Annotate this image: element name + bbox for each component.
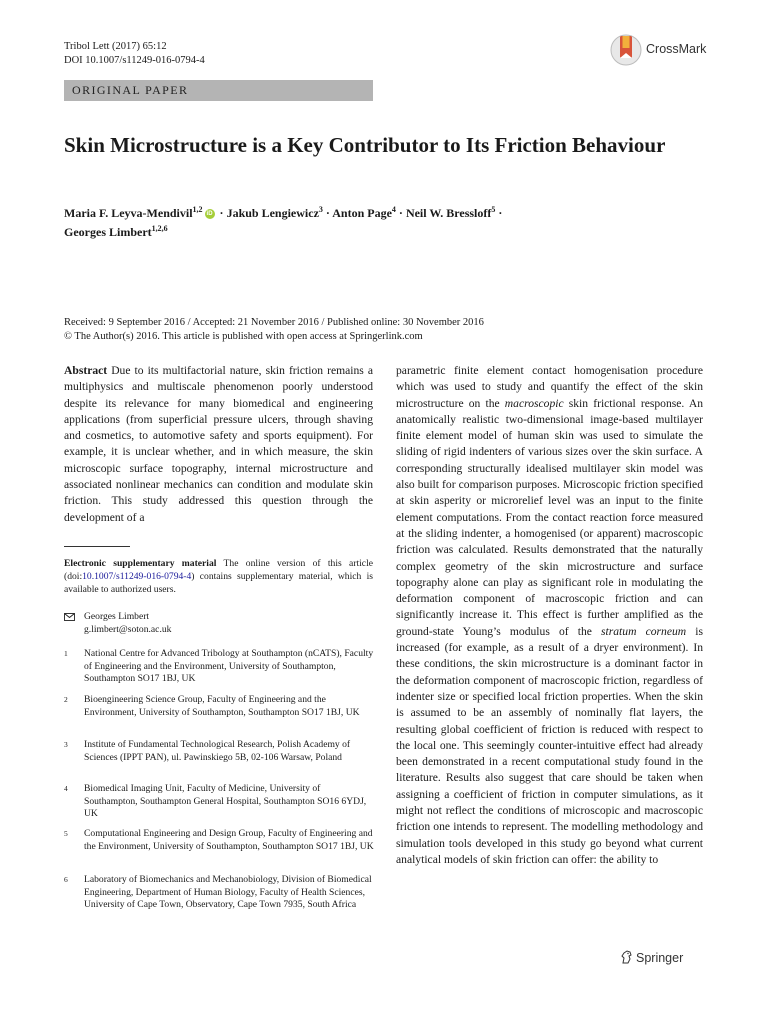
abstract-text: skin frictional response. An anatomically realistic two-dimensional image-based multilayer finite element model of human skin was used to simulate the sliding of rigid indenters of various sizes over the skin surface. A corresponding structurally idealised multilayer skin model was also built for comparison purposes. Microscopic friction specified at skin asperity or microrelief level was an input to the finite element computations. From the contact reaction force measured at the sliding indenter, a homogenised (or apparent) macroscopic friction was calculated. Results demonstrated that the naturally complex geometry of the skin microstructure and surface topography alone can play as significant role in modulating the deformation component of macroscopic friction and can significantly increase it. This effect is further amplified as the ground-state Young’s modulus of the xyxy=(396,396,703,638)
supplementary-material-note xyxy=(64,558,373,596)
footnote-divider xyxy=(64,546,130,547)
author-affiliation-marker: 1,2,6 xyxy=(151,224,168,233)
author-name[interactable]: Anton Page xyxy=(332,206,392,220)
springer-horse-icon xyxy=(620,950,633,964)
abstract-text: is increased (for example, as a result of a dryer environment). In these conditions, the skin microstructure is a dominant factor in the deformation component of macroscopic friction, regardless of indenter size or specified local friction properties. When the skin is assumed to be an assembly of nominally flat layers, the resulting global coefficient of friction is reduced with respect to the local one. This seemingly counter-intuitive effect had already been demonstrated in a recent computational study found in the literature. Results also suggest that care should be taken when assigning a coefficient of friction in computer simulations, as it might not reflect the conditions of microscopic and macroscopic friction one intends to represent. The modelling methodology and simulation tools developed in this study go beyond what current analytical models of skin friction can offer: the ability to xyxy=(396,624,703,866)
affiliation-text: Computational Engineering and Design Group, Faculty of Engineering and the Environment, University of Southampton, Southampton SO17 1BJ, UK xyxy=(84,828,374,852)
affiliation-4 xyxy=(64,783,373,823)
publisher-logo[interactable] xyxy=(620,950,683,965)
author-affiliation-marker: 3 xyxy=(318,205,323,214)
affiliation-5 xyxy=(64,828,373,868)
envelope-icon xyxy=(64,613,75,621)
author-affiliation-marker: 5 xyxy=(491,205,496,214)
abstract-emphasis: stratum corneum xyxy=(601,624,687,638)
crossmark-icon xyxy=(610,30,642,70)
affiliation-text: National Centre for Advanced Tribology at Southampton (nCATS), Faculty of Engineering and the Environment, University of Southampton, Southampton SO17 1BJ, UK xyxy=(84,648,374,685)
author-list: Maria F. Leyva-Mendivil$^{1,2}$iD · Jakub Lengiewicz$^3$ · Anton Page$^4$ · Neil W. Bressloff$^5$ · Georges Limbert$^{1,2,6}$ xyxy=(64,205,503,239)
dates-line: Received: 9 September 2016 / Accepted: 21 November 2016 / Published online: 30 November 2016 xyxy=(64,317,484,328)
crossmark-badge[interactable] xyxy=(610,30,720,70)
affiliation-text: Laboratory of Biomechanics and Mechanobiology, Division of Biomedical Engineering, Department of Human Biology, Faculty of Health Sciences, University of Cape Town, Observatory, Cape Town 7935, South Africa xyxy=(84,874,372,911)
author-affiliation-marker: 4 xyxy=(391,205,396,214)
journal-reference: Tribol Lett (2017) 65:12 xyxy=(64,41,167,52)
corresponding-author-name: Georges Limbert xyxy=(84,611,150,622)
abstract-right-column xyxy=(396,363,703,868)
abstract-emphasis: macroscopic xyxy=(504,396,564,410)
abstract-text: Due to its multifactorial nature, skin friction remains a multiphysics and multiscale phenomenon poorly understood despite its relevance for many biomedical and engineering applications (from superficial pressure ulcers, through shaving and cosmetics, to automotive safety and sports equipment). For example, it is unclear whether, and in which measure, the skin microscopic surface topography, internal microstructure and associated nonlinear mechanics can condition and modulate skin friction. This study addressed this question through the development of a xyxy=(64,364,373,524)
publisher-name: Springer xyxy=(636,951,684,965)
esm-doi-link[interactable]: 10.1007/s11249-016-0794-4 xyxy=(82,570,192,582)
paper-type-banner xyxy=(64,80,373,101)
doi[interactable]: DOI 10.1007/s11249-016-0794-4 xyxy=(64,55,205,66)
crossmark-label: CrossMark xyxy=(646,42,707,56)
affiliation-text: Institute of Fundamental Technological Research, Polish Academy of Sciences (IPPT PAN), ul. Pawinskiego 5B, 02-106 Warsaw, Poland xyxy=(84,739,351,763)
author-name[interactable]: Neil W. Bressloff xyxy=(405,206,492,220)
abstract-left-column xyxy=(64,363,373,526)
publication-history xyxy=(64,316,704,344)
affiliation-2 xyxy=(64,694,373,734)
author-affiliation-marker: 1,2 xyxy=(192,205,203,214)
author-name[interactable]: Maria F. Leyva-Mendivil xyxy=(64,206,193,220)
affiliation-number: 1 xyxy=(64,649,68,658)
author-name[interactable]: Jakub Lengiewicz xyxy=(226,206,319,220)
affiliation-number: 6 xyxy=(64,875,68,884)
esm-heading: Electronic supplementary material xyxy=(64,558,217,569)
affiliation-number: 5 xyxy=(64,829,68,838)
corresponding-author xyxy=(64,611,373,639)
affiliation-3 xyxy=(64,739,373,779)
copyright-line: © The Author(s) 2016. This article is published with open access at Springerlink.com xyxy=(64,331,423,342)
abstract-text: parametric finite element contact homogenisation procedure which was used to study and quantify the effect of the skin microstructure on the xyxy=(396,364,703,410)
affiliation-text: Bioengineering Science Group, Faculty of Engineering and the Environment, University of Southampton, Southampton SO17 1BJ, UK xyxy=(84,694,360,718)
affiliation-6 xyxy=(64,874,373,928)
affiliation-1 xyxy=(64,648,373,688)
abstract-heading: Abstract xyxy=(64,364,108,377)
orcid-icon[interactable]: iD xyxy=(206,211,213,218)
article-title: Skin Microstructure is a Key Contributor to Its Friction Behaviour xyxy=(64,133,666,157)
affiliation-number: 4 xyxy=(64,784,68,793)
esm-text: ) contains supplementary material, which is available to authorized users. xyxy=(64,570,373,595)
affiliation-text: Biomedical Imaging Unit, Faculty of Medicine, University of Southampton, Southampton General Hospital, Southampton SO16 6YDJ, UK xyxy=(84,783,367,820)
corresponding-author-email[interactable]: g.limbert@soton.ac.uk xyxy=(84,623,172,635)
affiliation-number: 3 xyxy=(64,740,68,749)
esm-text: The online version of this article (doi: xyxy=(64,558,373,582)
affiliation-number: 2 xyxy=(64,695,68,704)
paper-type-label: ORIGINAL PAPER xyxy=(72,83,189,97)
author-name[interactable]: Georges Limbert xyxy=(64,225,152,239)
